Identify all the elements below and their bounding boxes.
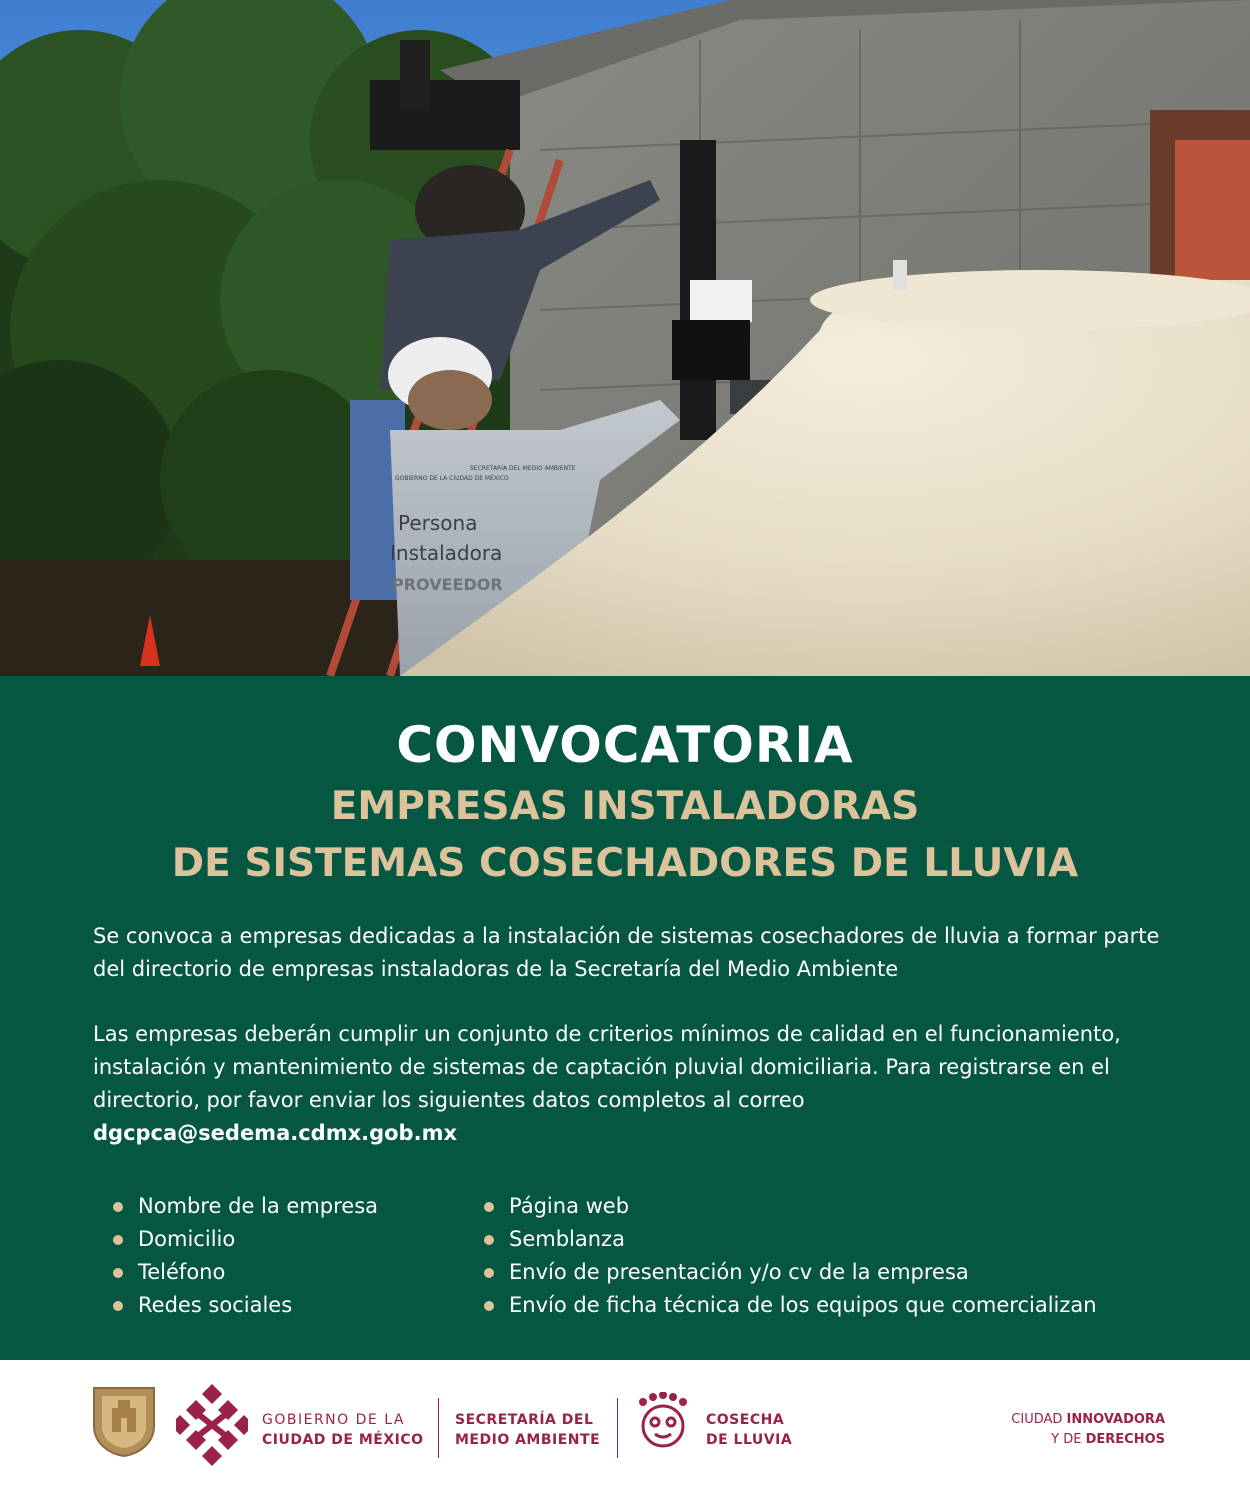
requirements-paragraph — [93, 1018, 1173, 1150]
footer-logos — [0, 1360, 1250, 1500]
list-item: Redes sociales — [113, 1289, 378, 1322]
list-item: Semblanza — [484, 1223, 1097, 1256]
list-item: Envío de ficha técnica de los equipos que comercializan — [484, 1289, 1097, 1322]
list-item: Teléfono — [113, 1256, 378, 1289]
photo-installers-icon — [0, 0, 1250, 676]
list-item: Nombre de la empresa — [113, 1190, 378, 1223]
shirt-shoulder-left: GOBIERNO DE LA CIUDAD DE MÉXICO — [395, 475, 509, 482]
hero-photo — [0, 0, 1250, 676]
coat-of-arms-icon — [92, 1386, 156, 1458]
subtitle-line2: DE SISTEMAS COSECHADORES DE LLUVIA — [171, 841, 1079, 886]
requirements-list-right — [484, 1190, 1097, 1322]
cosecha-lluvia-logo-icon — [634, 1392, 692, 1454]
intro-paragraph: Se convoca a empresas dedicadas a la instalación de sistemas cosechadores de lluvia a formar parte del directorio de empresas instaladoras de la Secretaría del Medio Ambiente — [93, 924, 1160, 981]
sedema-label: SECRETARÍA DEL MEDIO AMBIENTE — [455, 1412, 601, 1448]
gobierno-cdmx-label: GOBIERNO DE LA CIUDAD DE MÉXICO — [262, 1412, 424, 1448]
divider — [617, 1398, 618, 1458]
content-panel — [0, 676, 1250, 1360]
shirt-shoulder-right: SECRETARÍA DEL MEDIO AMBIENTE — [470, 465, 576, 472]
list-item: Página web — [484, 1190, 1097, 1223]
contact-email-link[interactable]: dgcpca@sedema.cdmx.gob.mx — [93, 1121, 457, 1145]
requirements-text: Las empresas deberán cumplir un conjunto de criterios mínimos de calidad en el funcionamiento, instalación y mantenimiento de sistemas de captación pluvial domiciliaria. Para registrarse en el directorio, por favor enviar los siguientes datos completos al correo — [93, 1022, 1121, 1112]
divider — [438, 1398, 439, 1458]
page-title: CONVOCATORIA — [396, 716, 854, 774]
shirt-text-line2: Instaladora — [390, 541, 503, 565]
cosecha-lluvia-label: COSECHA DE LLUVIA — [706, 1412, 793, 1448]
shirt-text-line3: PROVEEDOR — [392, 575, 503, 594]
list-item: Envío de presentación y/o cv de la empresa — [484, 1256, 1097, 1289]
list-item: Domicilio — [113, 1223, 378, 1256]
city-slogan: CIUDAD INNOVADORA Y DE DERECHOS — [1011, 1412, 1165, 1447]
shirt-text-line1: Persona — [398, 511, 478, 535]
requirements-list-left — [113, 1190, 378, 1322]
subtitle-line1: EMPRESAS INSTALADORAS — [330, 784, 920, 829]
cdmx-logo-icon — [176, 1384, 248, 1466]
